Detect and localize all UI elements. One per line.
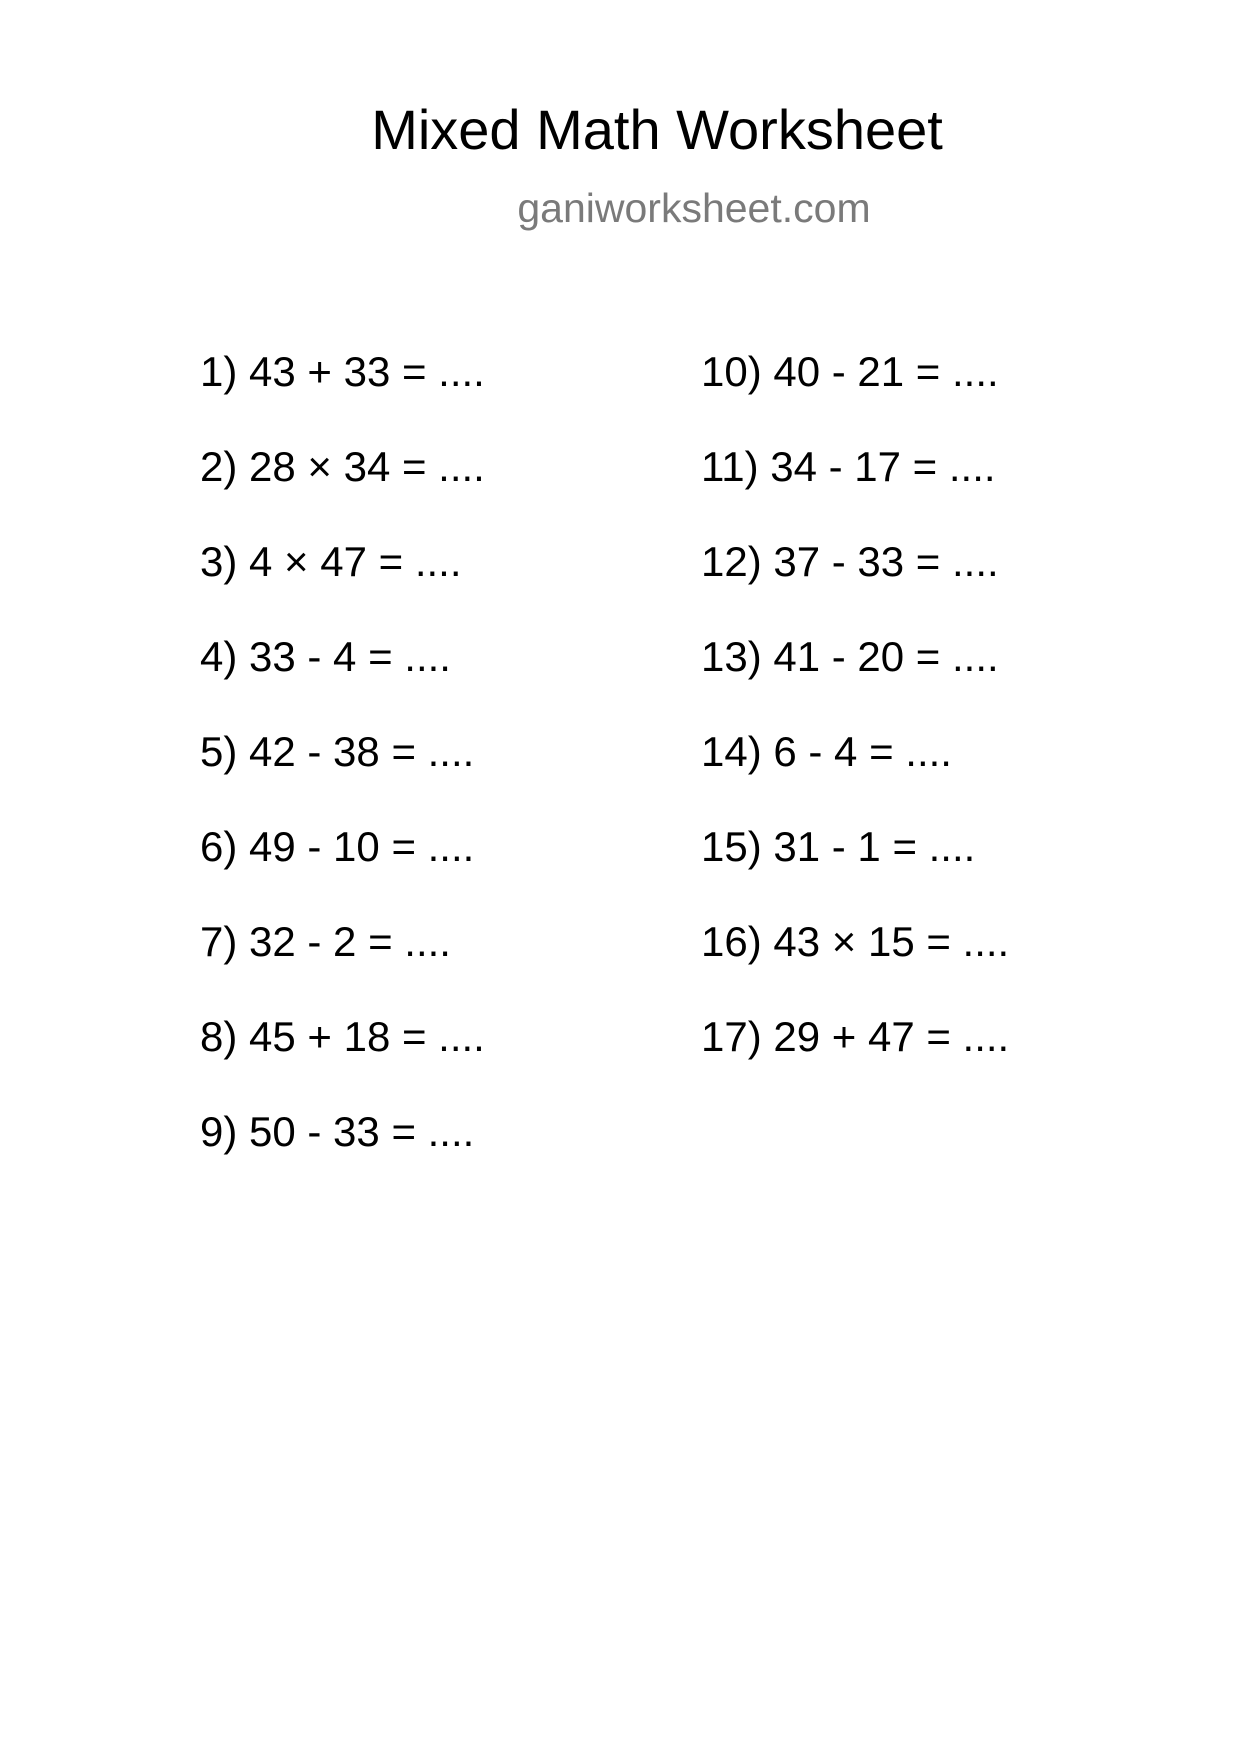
problem-column-left: [200, 348, 700, 1203]
problem-6: 6) 49 - 10 = ....: [200, 823, 475, 870]
page-title: Mixed Math Worksheet: [371, 98, 943, 161]
problem-7: 7) 32 - 2 = ....: [200, 918, 451, 965]
problem-1: 1) 43 + 33 = ....: [200, 348, 485, 395]
problem-15: 15) 31 - 1 = ....: [701, 823, 976, 870]
problem-2: 2) 28 × 34 = ....: [200, 443, 485, 490]
problem-9: 9) 50 - 33 = ....: [200, 1108, 475, 1155]
problem-13: 13) 41 - 20 = ....: [701, 633, 999, 680]
problem-12: 12) 37 - 33 = ....: [701, 538, 999, 585]
problem-17: 17) 29 + 47 = ....: [701, 1013, 1010, 1060]
problem-8: 8) 45 + 18 = ....: [200, 1013, 485, 1060]
source-website: ganiworksheet.com: [517, 185, 871, 231]
problem-16: 16) 43 × 15 = ....: [701, 918, 1010, 965]
problem-11: 11) 34 - 17 = ....: [701, 443, 996, 490]
problem-10: 10) 40 - 21 = ....: [701, 348, 999, 395]
problem-5: 5) 42 - 38 = ....: [200, 728, 475, 775]
problem-4: 4) 33 - 4 = ....: [200, 633, 451, 680]
problem-14: 14) 6 - 4 = ....: [701, 728, 952, 775]
problem-column-right: [701, 348, 1201, 1108]
problem-3: 3) 4 × 47 = ....: [200, 538, 462, 585]
